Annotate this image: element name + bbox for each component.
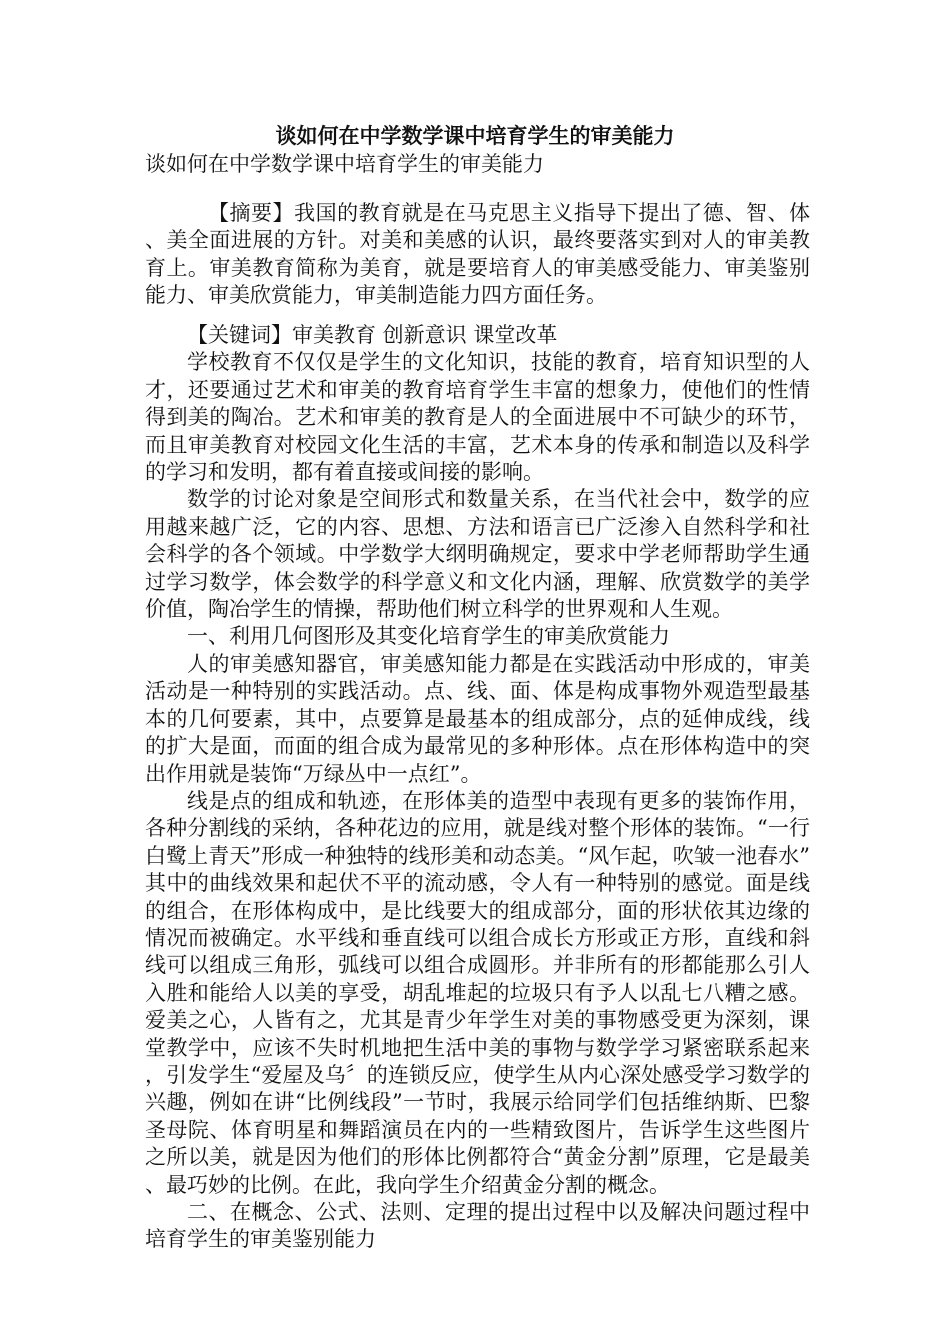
body-paragraph: 数学的讨论对象是空间形式和数量关系，在当代社会中，数学的应用越来越广泛，它的内容、思想、方法和语言已广泛渗入自然科学和社会科学的各个领域。中学数学大纲明确规定，要求中学老师帮助学生通过学习数学，体会数学的科学意义和文化内涵，理解、欣赏数学的美学价值，陶冶学生的情操，帮助他们树立科学的世界观和人生观。: [145, 487, 810, 622]
document-title: 谈如何在中学数学课中培育学生的审美能力: [275, 124, 675, 148]
document-subtitle: 谈如何在中学数学课中培育学生的审美能力: [145, 152, 544, 176]
abstract-section: [145, 200, 810, 310]
keywords-line: 【关键词】审美教育 创新意识 课堂改革: [187, 323, 558, 347]
section-heading: 一、利用几何图形及其变化培育学生的审美欣赏能力: [187, 624, 670, 649]
section-heading: 二、在概念、公式、法则、定理的提出过程中以及解决问题过程中培育学生的审美鉴别能力: [145, 1200, 810, 1252]
body-section: [145, 322, 810, 1254]
body-paragraph: 人的审美感知器官，审美感知能力都是在实践活动中形成的，审美活动是一种特别的实践活动。点、线、面、体是构成事物外观造型最基本的几何要素，其中，点要算是最基本的组成部分，点的延伸成线，线的扩大是面，而面的组合成为最常见的多种形体。点在形体构造中的突出作用就是装饰“万绿丛中一点红”。: [145, 651, 810, 786]
body-paragraph: 线是点的组成和轨迹，在形体美的造型中表现有更多的装饰作用，各种分割线的采纳，各种花边的应用，就是线对整个形体的装饰。“一行白鹭上青天”形成一种独特的线形美和动态美。“风乍起，吹皱一池春水”其中的曲线效果和起伏不平的流动感，令人有一种特别的感觉。面是线的组合，在形体构成中，是比线要大的组成部分，面的形状依其边缘的情况而被确定。水平线和垂直线可以组合成长方形或正方形，直线和斜线可以组成三角形，弧线可以组合成圆形。并非所有的形都能那么引人入胜和能给人以美的享受，胡乱堆起的垃圾只有予人以乱七八糟之感。爱美之心，人皆有之，尤其是青少年学生对美的事物感受更为深刻，课堂教学中，应该不失时机地把生活中美的事物与数学学习紧密联系起来，引发学生“爱屋及乌〞的连锁反应，使学生从内心深处感受学习数学的兴趣，例如在讲“比例线段”一节时，我展示给同学们包括维纳斯、巴黎圣母院、体育明星和舞蹈演员在内的一些精致图片，告诉学生这些图片之所以美，就是因为他们的形体比例都符合“黄金分割”原理，它是最美、最巧妙的比例。在此，我向学生介绍黄金分割的概念。: [145, 788, 810, 1197]
abstract-paragraph: 【摘要】我国的教育就是在马克思主义指导下提出了德、智、体、美全面进展的方针。对美和美感的认识，最终要落实到对人的审美教育上。审美教育简称为美育，就是要培育人的审美感受能力、审美鉴别能力、审美欣赏能力，审美制造能力四方面任务。: [145, 201, 810, 308]
body-paragraph: 学校教育不仅仅是学生的文化知识，技能的教育，培育知识型的人才，还要通过艺术和审美的教育培育学生丰富的想象力，使他们的性情得到美的陶冶。艺术和审美的教育是人的全面进展中不可缺少的环节，而且审美教育对校园文化生活的丰富，艺术本身的传承和制造以及科学的学习和发明，都有着直接或间接的影响。: [145, 350, 810, 485]
